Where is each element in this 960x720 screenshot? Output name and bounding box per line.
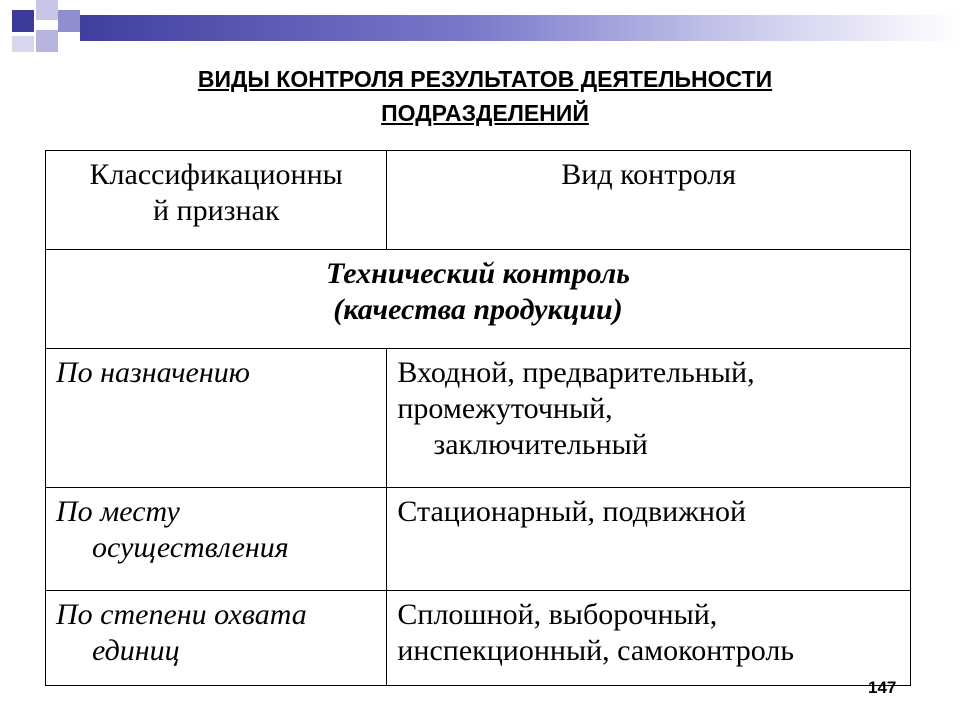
decorative-square — [58, 10, 80, 32]
row-value-cell — [387, 349, 911, 488]
header-cell-classification — [46, 151, 387, 250]
row-value-line2: промежуточный, — [397, 392, 613, 425]
table-row — [46, 591, 911, 686]
slide-title-line2: ПОДРАЗДЕЛЕНИЙ — [381, 100, 589, 126]
row-label-cell — [46, 349, 387, 488]
decorative-square — [12, 10, 34, 32]
header-classification-line2: й признак — [152, 194, 280, 227]
row-label-line2: единиц — [92, 634, 180, 667]
section-title-line1: Технический контроль — [326, 257, 630, 290]
decorative-square — [36, 0, 58, 20]
table-row — [46, 349, 911, 488]
row-value-line1: Сплошной, выборочный, — [397, 598, 718, 631]
table-row — [46, 488, 911, 591]
row-label-cell — [46, 591, 387, 686]
row-label-line2: осуществления — [92, 531, 289, 564]
decorative-square — [36, 30, 58, 52]
slide-title-line1: ВИДЫ КОНТРОЛЯ РЕЗУЛЬТАТОВ ДЕЯТЕЛЬНОСТИ — [197, 66, 773, 92]
table-header-row — [46, 151, 911, 250]
row-label-line1: По месту — [56, 495, 180, 528]
row-label-line1: По степени охвата — [56, 598, 307, 631]
table-section-row — [46, 250, 911, 349]
header-classification-line1: Классификационны — [89, 158, 343, 191]
row-value-line3: заключительный — [433, 428, 648, 461]
section-title-line2: (качества продукции) — [333, 293, 623, 326]
header-gradient-bar — [80, 15, 960, 41]
row-label-cell — [46, 488, 387, 591]
section-cell-technical-control — [46, 250, 911, 349]
row-value-cell — [387, 591, 911, 686]
decorative-header-band — [0, 0, 960, 52]
row-value-cell — [387, 488, 911, 591]
row-value-line1: Входной, предварительный, — [397, 356, 755, 389]
row-value-line1: Стационарный, подвижной — [397, 495, 747, 528]
row-label-line1: По назначению — [56, 356, 250, 389]
header-cell-control-type: Вид контроля — [387, 151, 911, 250]
control-types-table — [45, 150, 911, 686]
decorative-square — [12, 36, 34, 52]
page-number: 147 — [868, 678, 897, 697]
row-value-line2: инспекционный, самоконтроль — [397, 634, 794, 667]
slide-title — [60, 62, 910, 130]
